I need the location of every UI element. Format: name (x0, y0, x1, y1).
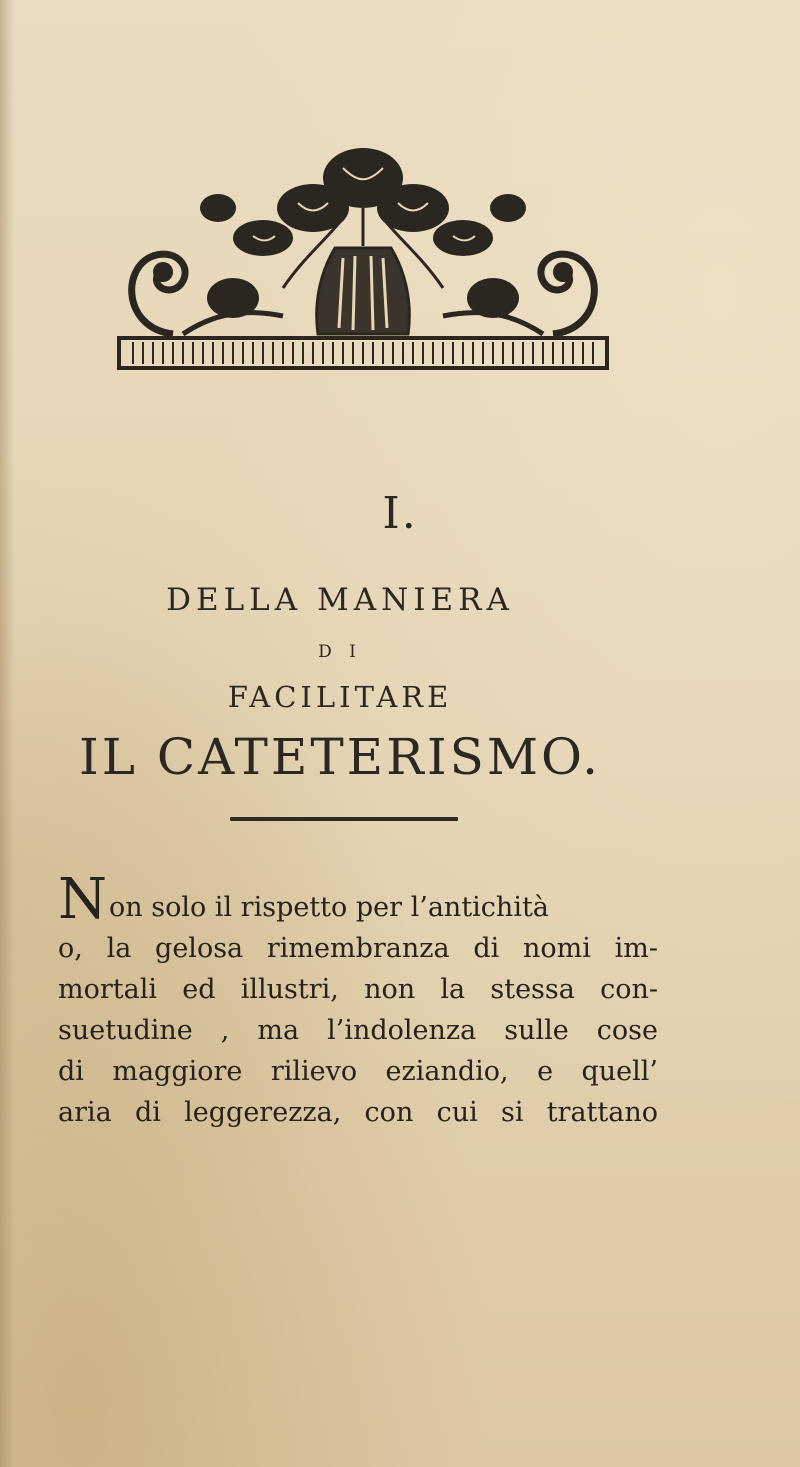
first-line (58, 867, 658, 932)
chapter-title-line-1: DELLA MANIERA (166, 582, 514, 618)
text-line: di maggiore rilievo eziandio, e quell’ (58, 1056, 658, 1087)
drop-cap: N (58, 867, 107, 932)
text-line: aria di leggerezza, con cui si trattano (58, 1097, 658, 1128)
text-line: mortali ed illustri, non la stessa con- (58, 974, 658, 1005)
chapter-title-line-2: D I (318, 642, 362, 662)
text-line: suetudine , ma l’indolenza sulle cose (58, 1015, 658, 1046)
floral-vase-headpiece-icon (113, 138, 613, 374)
section-divider-rule (230, 817, 458, 821)
chapter-number: I. (382, 488, 418, 539)
chapter-title-line-3: FACILITARE (227, 680, 453, 714)
body-paragraph (58, 867, 658, 1133)
text-line: o, la gelosa rimembranza di nomi im- (58, 933, 658, 964)
chapter-title-line-4: IL CATETERISMO. (79, 728, 601, 786)
first-line-text: on solo il rispetto per l’antichità (109, 892, 549, 923)
